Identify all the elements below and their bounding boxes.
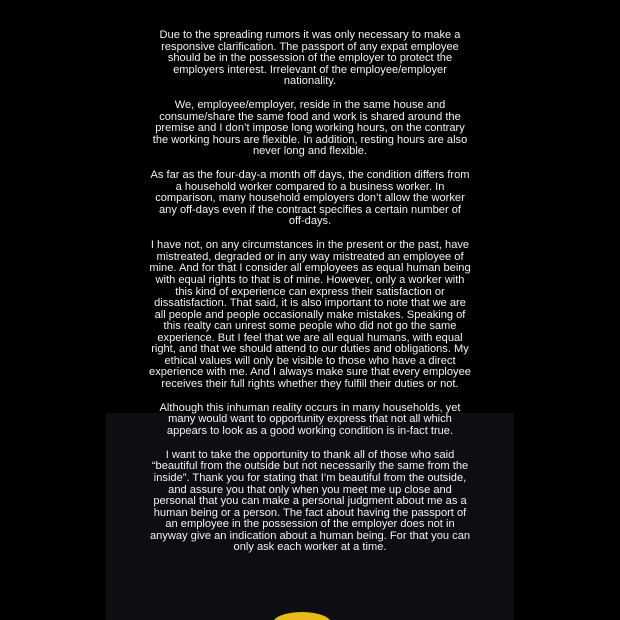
paragraph-off-days: As far as the four-day-a month off days, the condition differs from a household worker compared to a business worker. In comparison, many household employers don’t allow the worker any off-days even if the contract specifies a certain number of off-days. <box>150 169 470 228</box>
paragraph-passport-clarification: Due to the spreading rumors it was only necessary to make a responsive clarification. The passport of any expat employee should be in the possession of the employer to protect the employers interest. Irrelevant of the employee/employer nationality. <box>159 29 461 88</box>
paragraph-living-conditions: We, employee/employer, reside in the same house and consume/share the same food and work is shared around the premise and I don’t impose long working hours, on the contrary the working hours are flexible. In addition, resting hours are also never long and flexible. <box>152 99 468 158</box>
paragraph-thanks: I want to take the opportunity to thank all of those who said “beautiful from the outside but not necessarily the same from the inside”. Thank you for stating that I’m beautiful from the outside, and assure you that only when you meet me up close and personal that you can make a personal judgment about me as a human being or a person. The fact about having the passport of an employee in the possession of the employer does not in anyway give an indication about a human being. For that you can only ask each worker at a time. <box>149 448 471 554</box>
paragraph-households: Although this inhuman reality occurs in many households, yet many would want to opportunity express that not all which appears to look as a good working condition is in-fact true. <box>159 401 461 437</box>
statement-text-block <box>124 30 496 554</box>
paragraph-treatment: I have not, on any circumstances in the present or the past, have mistreated, degraded or in any way mistreated an employee of mine. And for that I consider all employees as equal human being with equal rights to that is of mine. However, only a worker with this kind of experience can express their satisfaction or dissatisfaction. That said, it is also important to note that we are all people and people occasionally make mistakes. Speaking of this realty can unrest some people who did not go the same experience. But I feel that we are all equal humans, with equal right, and that we should attend to our duties and obligations. My ethical values will only be visible to those who have a direct experience with me. And I always make sure that every employee receives their full rights whether they fulfill their duties or not. <box>149 239 471 390</box>
